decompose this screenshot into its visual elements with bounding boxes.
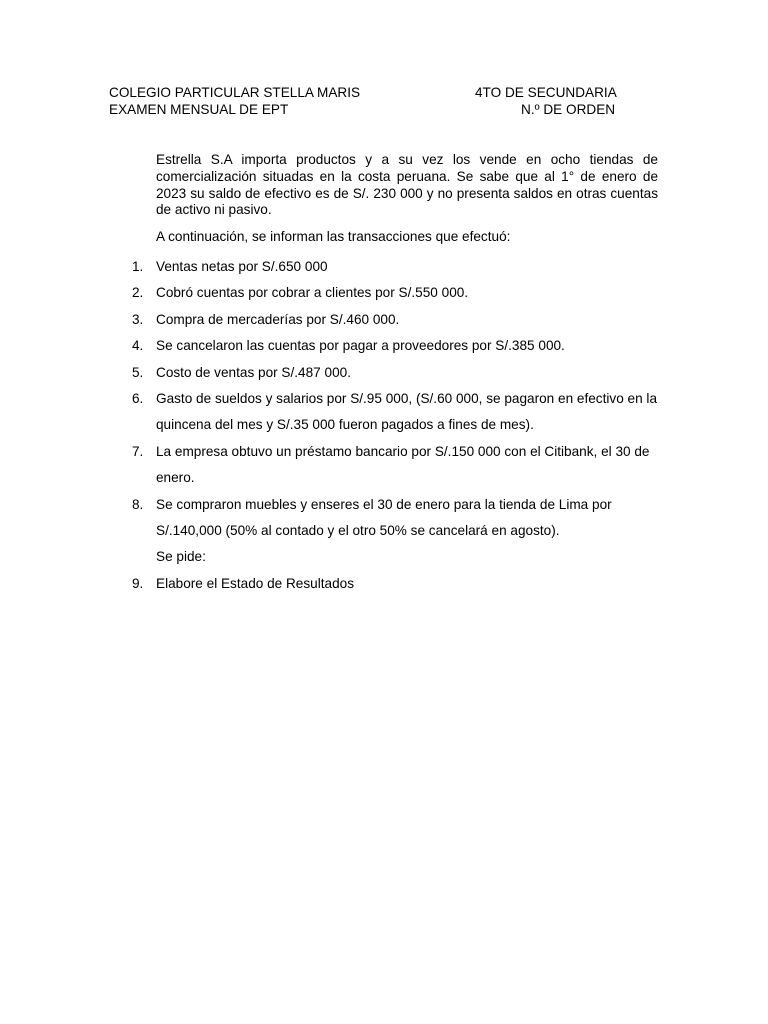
item-number: 3. xyxy=(132,311,144,327)
list-item xyxy=(0,571,768,597)
list-item xyxy=(0,439,768,492)
item-text: Gasto de sueldos y salarios por S/.95 000, (S/.60 000, se pagaron en efectivo en la quincena del mes y S/.35 000 fueron pagados a fines de mes). xyxy=(156,391,658,433)
exam-title: EXAMEN MENSUAL DE EPT xyxy=(109,102,289,117)
item-number: 7. xyxy=(132,443,144,459)
item-number: 4. xyxy=(132,338,144,354)
list-item xyxy=(0,333,768,359)
grade-label: 4TO DE SECUNDARIA xyxy=(475,85,617,100)
item-text: Se compraron muebles y enseres el 30 de enero para la tienda de Lima por S/.140,000 (50% al contado y el otro 50% se cancelará en agosto). xyxy=(156,496,612,539)
list-item xyxy=(0,492,768,545)
item-number: 5. xyxy=(132,364,144,380)
transaction-list xyxy=(0,254,768,597)
item-number: 1. xyxy=(132,259,144,274)
list-item xyxy=(0,254,768,280)
list-item xyxy=(0,360,768,386)
item-text: Cobró cuentas por cobrar a clientes por S/.550 000. xyxy=(156,285,469,301)
intro-paragraph: Estrella S.A importa productos y a su vez los vende en ocho tiendas de comercialización situadas en la costa peruana. Se sabe que al 1° de enero de 2023 su saldo de efectivo es de S/. 230 000 y no presenta saldos en otras cuentas de activo ni pasivo. xyxy=(156,152,658,218)
item-number: 2. xyxy=(132,285,144,301)
item-text: Costo de ventas por S/.487 000. xyxy=(156,364,351,380)
item-text: La empresa obtuvo un préstamo bancario por S/.150 000 con el Citibank, el 30 de enero. xyxy=(156,443,650,486)
item-text: Compra de mercaderías por S/.460 000. xyxy=(156,311,400,327)
list-subheading xyxy=(0,544,768,570)
list-item xyxy=(0,307,768,333)
item-number: 6. xyxy=(132,391,144,407)
se-pide-label: Se pide: xyxy=(156,549,206,565)
item-number: 9. xyxy=(132,575,144,591)
item-text: Se cancelaron las cuentas por pagar a proveedores por S/.385 000. xyxy=(156,338,565,354)
item-text: Ventas netas por S/.650 000 xyxy=(156,259,328,274)
list-item xyxy=(0,386,768,439)
order-number-label: N.º DE ORDEN xyxy=(521,102,616,117)
list-item xyxy=(0,280,768,306)
transactions-lead: A continuación, se informan las transacciones que efectuó: xyxy=(156,229,511,244)
item-number: 8. xyxy=(132,496,144,512)
item-text: Elabore el Estado de Resultados xyxy=(156,575,354,591)
school-name: COLEGIO PARTICULAR STELLA MARIS xyxy=(109,85,361,100)
